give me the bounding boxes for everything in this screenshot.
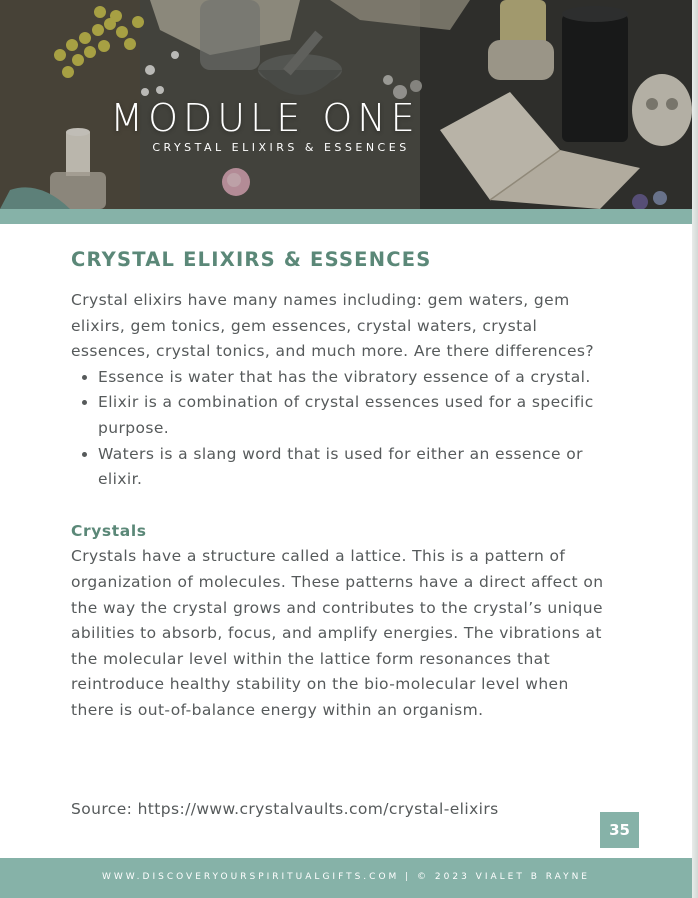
module-subtitle: CRYSTAL ELIXIRS & ESSENCES — [152, 141, 410, 154]
list-item: • Essence is water that has the vibratory essence of a crystal. — [98, 365, 611, 391]
header-accent-band — [0, 209, 692, 224]
header-banner — [0, 0, 692, 209]
differences-list — [71, 365, 611, 493]
page-number-badge: 35 — [600, 812, 639, 848]
footer-bar — [0, 858, 692, 898]
module-title: MODULE ONE — [110, 96, 420, 140]
list-item: • Elixir is a combination of crystal essences used for a specific purpose. — [98, 390, 611, 441]
crystals-heading: Crystals — [71, 521, 147, 540]
source-citation: Source: https://www.crystalvaults.com/crystal-elixirs — [71, 800, 499, 818]
list-item: • Waters is a slang word that is used for either an essence or elixir. — [98, 442, 611, 493]
main-content — [71, 246, 611, 724]
section-heading: CRYSTAL ELIXIRS & ESSENCES — [71, 248, 432, 271]
footer-text: WWW.DISCOVERYOURSPIRITUALGIFTS.COM | © 2023 VIALET B RAYNE — [102, 872, 590, 882]
intro-paragraph: Crystal elixirs have many names including: gem waters, gem elixirs, gem tonics, gem essences, crystal waters, crystal essences, crystal tonics, and much more. Are there differences? — [71, 291, 594, 361]
crystals-paragraph: Crystals have a structure called a lattice. This is a pattern of organization of molecules. These patterns have a direct affect on the way the crystal grows and contributes to the crystal’s unique abilities to absorb, focus, and amplify energies. The vibrations at the molecular level within the lattice form resonances that reintroduce healthy stability on the bio-molecular level when there is out-of-balance energy within an organism. — [71, 547, 604, 719]
page-edge-shadow — [692, 0, 698, 898]
